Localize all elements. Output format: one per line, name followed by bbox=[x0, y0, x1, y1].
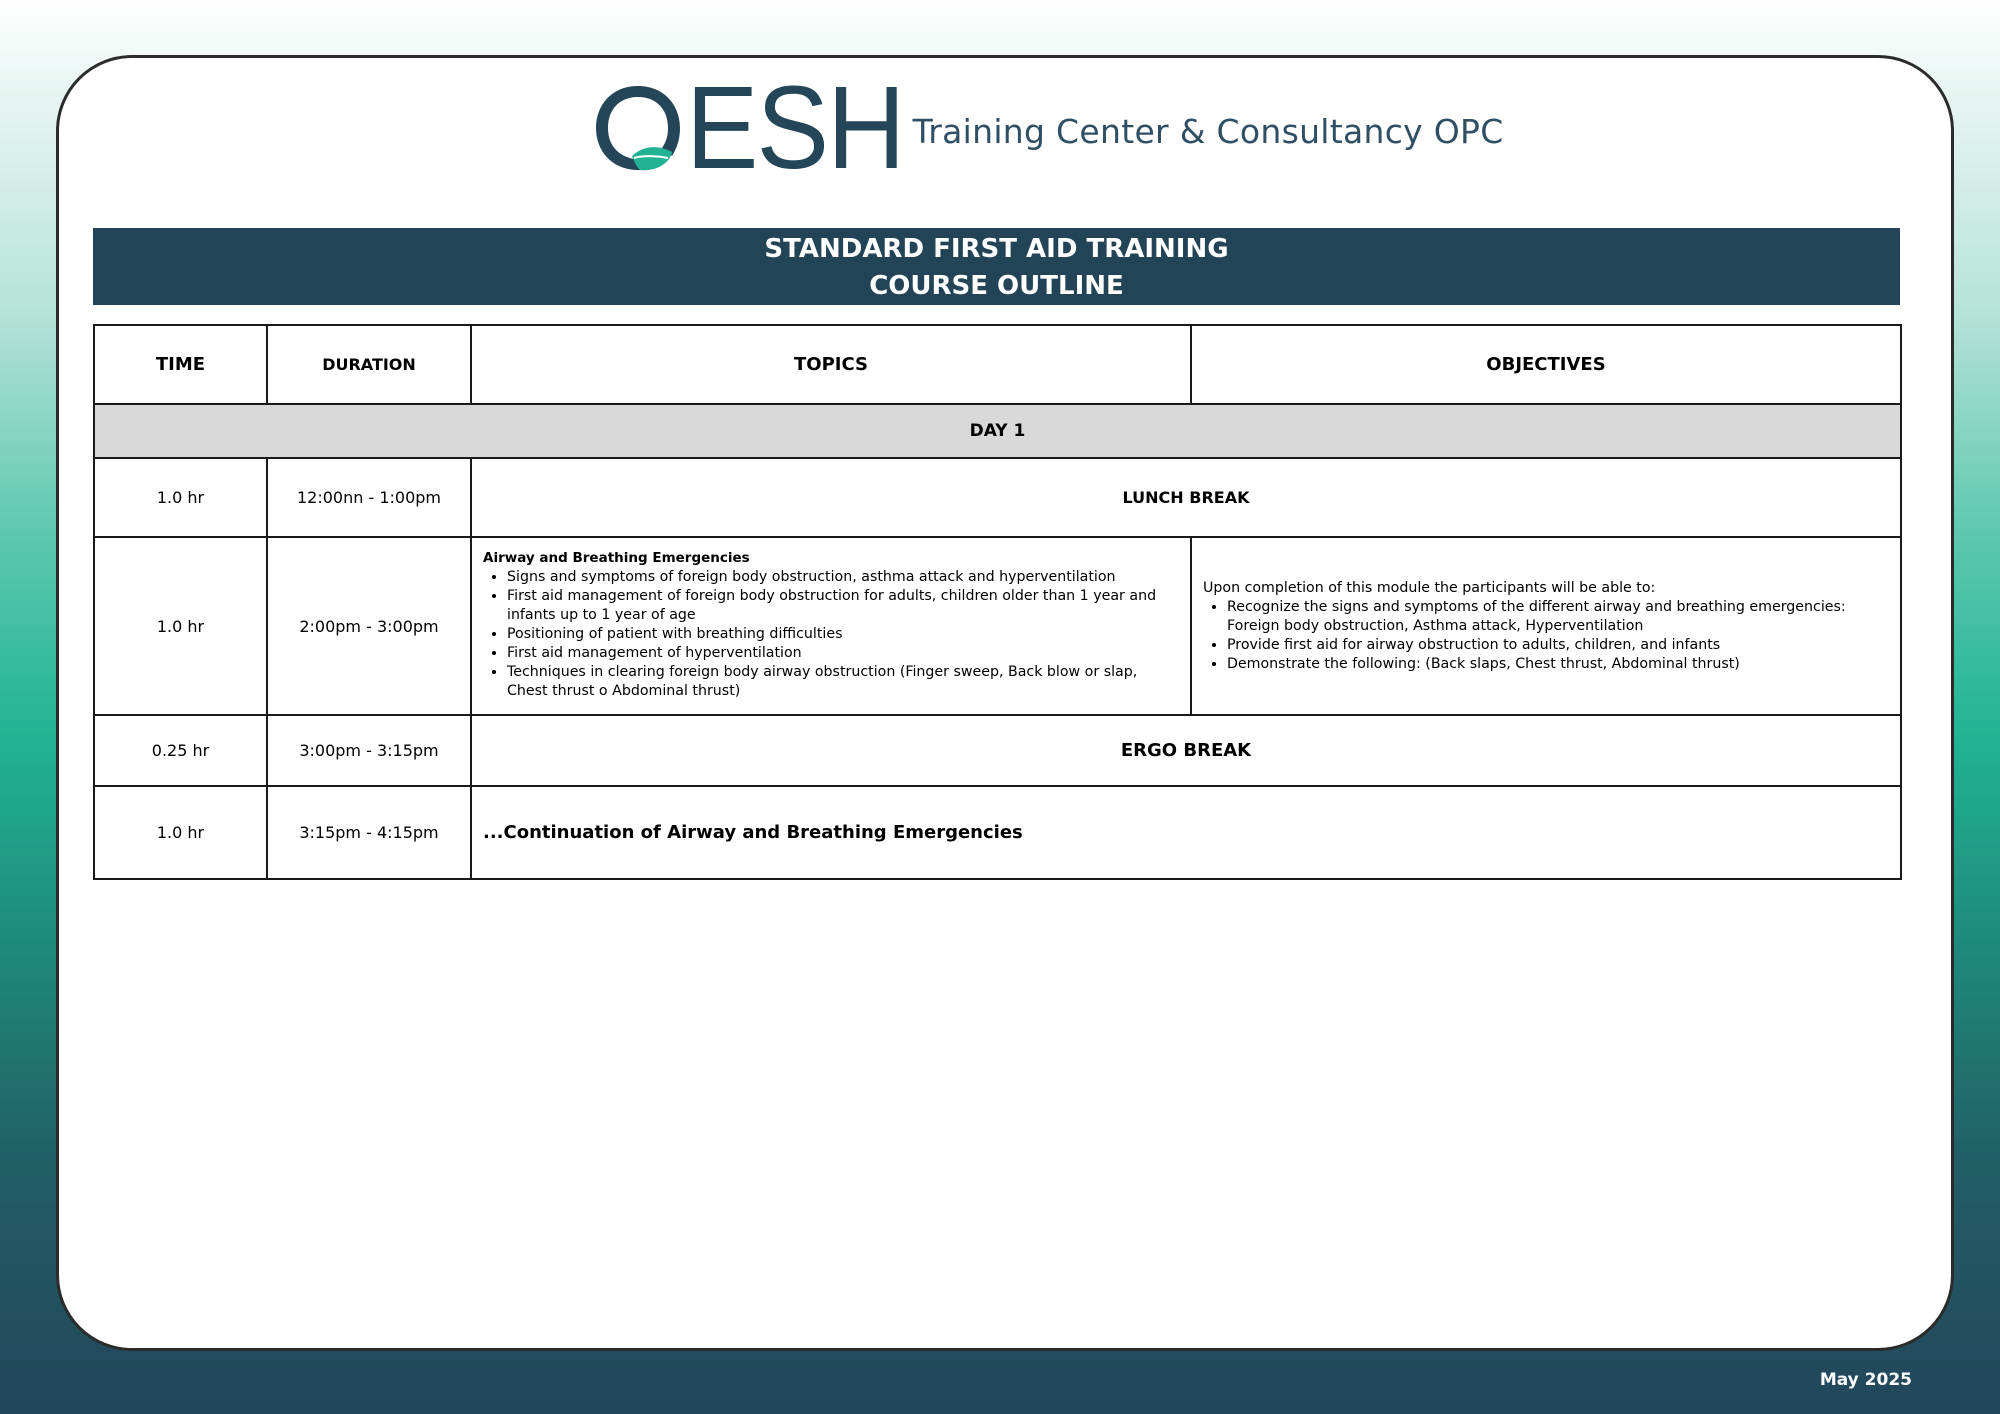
table-row bbox=[94, 715, 1901, 786]
course-outline-table bbox=[93, 324, 1902, 880]
topic-item: • First aid management of hyperventilation bbox=[507, 644, 1178, 663]
topic-item: • Positioning of patient with breathing difficulties bbox=[507, 625, 1178, 644]
ergo-break-label: ERGO BREAK bbox=[471, 715, 1901, 786]
header-time: TIME bbox=[94, 325, 267, 404]
row-time: 1.0 hr bbox=[94, 537, 267, 715]
day-row bbox=[94, 404, 1901, 458]
row-time: 0.25 hr bbox=[94, 715, 267, 786]
topic-item: • Techniques in clearing foreign body airway obstruction (Finger sweep, Back blow or slap, Chest thrust o Abdominal thrust) bbox=[507, 663, 1178, 701]
topic-list bbox=[483, 568, 1178, 701]
topic-item: • First aid management of foreign body obstruction for adults, children older than 1 year and infants up to 1 year of age bbox=[507, 587, 1178, 625]
topics-cell bbox=[471, 537, 1191, 715]
row-duration: 2:00pm - 3:00pm bbox=[267, 537, 471, 715]
continuation-label: ...Continuation of Airway and Breathing Emergencies bbox=[471, 786, 1901, 879]
lunch-break-label: LUNCH BREAK bbox=[471, 458, 1901, 537]
objective-intro: Upon completion of this module the participants will be able to: bbox=[1203, 579, 1656, 596]
objective-item: • Provide first aid for airway obstruction to adults, children, and infants bbox=[1227, 636, 1888, 655]
row-time: 1.0 hr bbox=[94, 458, 267, 537]
logo-tagline: Training Center & Consultancy OPC bbox=[912, 111, 1504, 151]
table-row bbox=[94, 786, 1901, 879]
title-line-2: COURSE OUTLINE bbox=[869, 271, 1124, 301]
logo-q-leaf-icon bbox=[588, 78, 688, 178]
objective-item: • Demonstrate the following: (Back slaps, Chest thrust, Abdominal thrust) bbox=[1227, 655, 1888, 674]
table-header-row bbox=[94, 325, 1901, 404]
objectives-cell bbox=[1191, 537, 1901, 715]
objective-item: • Recognize the signs and symptoms of the different airway and breathing emergencies: Foreign body obstruction, Asthma attack, Hyperventilation bbox=[1227, 598, 1888, 636]
topic-title: Airway and Breathing Emergencies bbox=[483, 550, 750, 566]
table-row bbox=[94, 458, 1901, 537]
title-line-1: STANDARD FIRST AID TRAINING bbox=[764, 234, 1229, 264]
table-row bbox=[94, 537, 1901, 715]
topic-item: • Signs and symptoms of foreign body obstruction, asthma attack and hyperventilation bbox=[507, 568, 1178, 587]
company-logo bbox=[588, 62, 1504, 194]
footer-date: May 2025 bbox=[1819, 1370, 1912, 1390]
logo-mark bbox=[588, 62, 923, 194]
logo-letters: ESH bbox=[686, 62, 904, 194]
day-label: DAY 1 bbox=[94, 404, 1901, 458]
header-topics: TOPICS bbox=[471, 325, 1191, 404]
row-duration: 3:00pm - 3:15pm bbox=[267, 715, 471, 786]
title-banner bbox=[93, 228, 1900, 305]
objective-list bbox=[1203, 598, 1888, 674]
header-duration: DURATION bbox=[267, 325, 471, 404]
header-objectives: OBJECTIVES bbox=[1191, 325, 1901, 404]
row-duration: 3:15pm - 4:15pm bbox=[267, 786, 471, 879]
row-time: 1.0 hr bbox=[94, 786, 267, 879]
row-duration: 12:00nn - 1:00pm bbox=[267, 458, 471, 537]
